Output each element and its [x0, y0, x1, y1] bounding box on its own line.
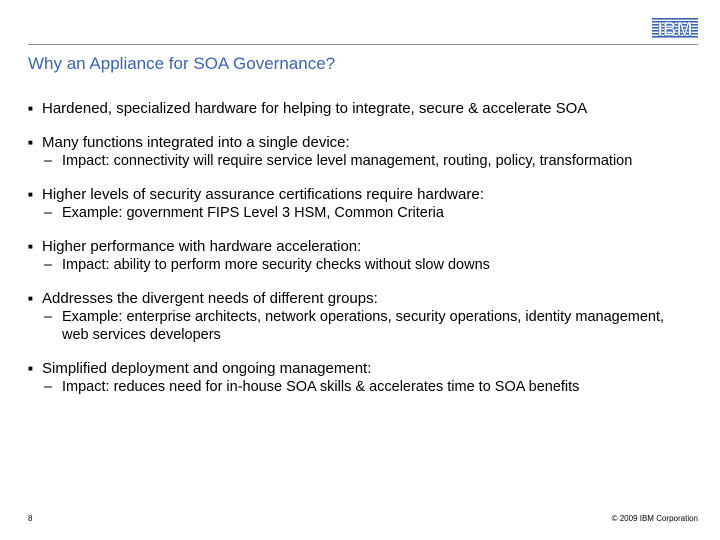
sub-bullet-text: Example: government FIPS Level 3 HSM, Common Criteria	[62, 205, 444, 221]
square-bullet-icon	[28, 134, 42, 152]
square-bullet-icon	[28, 100, 42, 118]
ibm-logo	[652, 18, 698, 40]
sub-bullet-text: Impact: ability to perform more security checks without slow downs	[62, 257, 490, 273]
bullet-item	[28, 290, 688, 344]
square-bullet-icon	[28, 360, 42, 378]
dash-marker: –	[44, 257, 53, 273]
page-number: 8	[28, 514, 33, 523]
dash-marker: –	[44, 205, 53, 221]
copyright: © 2009 IBM Corporation	[611, 514, 698, 523]
square-bullet-icon	[28, 238, 42, 256]
bullet-item	[28, 186, 688, 222]
bullet-text: Hardened, specialized hardware for helping to integrate, secure & accelerate SOA	[42, 100, 588, 117]
bullet-list	[28, 100, 688, 412]
bullet-item	[28, 100, 688, 118]
bullet-text: Many functions integrated into a single device:	[42, 134, 350, 151]
square-bullet-icon	[28, 186, 42, 204]
ibm-logo-text: IBM	[657, 19, 693, 40]
bullet-item	[28, 134, 688, 170]
bullet-item	[28, 238, 688, 274]
dash-marker: –	[44, 153, 53, 169]
square-bullet-icon	[28, 290, 42, 308]
bullet-text: Higher performance with hardware acceleration:	[42, 238, 362, 255]
sub-bullet-text: Impact: reduces need for in-house SOA skills & accelerates time to SOA benefits	[62, 379, 580, 395]
bullet-text: Addresses the divergent needs of different groups:	[42, 290, 378, 307]
dash-marker: –	[44, 309, 53, 325]
title-divider	[28, 44, 698, 45]
sub-bullet-text: Example: enterprise architects, network operations, security operations, identity management, web services developers	[62, 309, 665, 343]
sub-bullet-text: Impact: connectivity will require service level management, routing, policy, transformation	[62, 153, 633, 169]
dash-marker: –	[44, 379, 53, 395]
bullet-text: Higher levels of security assurance certifications require hardware:	[42, 186, 484, 203]
bullet-text: Simplified deployment and ongoing management:	[42, 360, 372, 377]
bullet-item	[28, 360, 688, 396]
page-title: Why an Appliance for SOA Governance?	[28, 54, 336, 73]
